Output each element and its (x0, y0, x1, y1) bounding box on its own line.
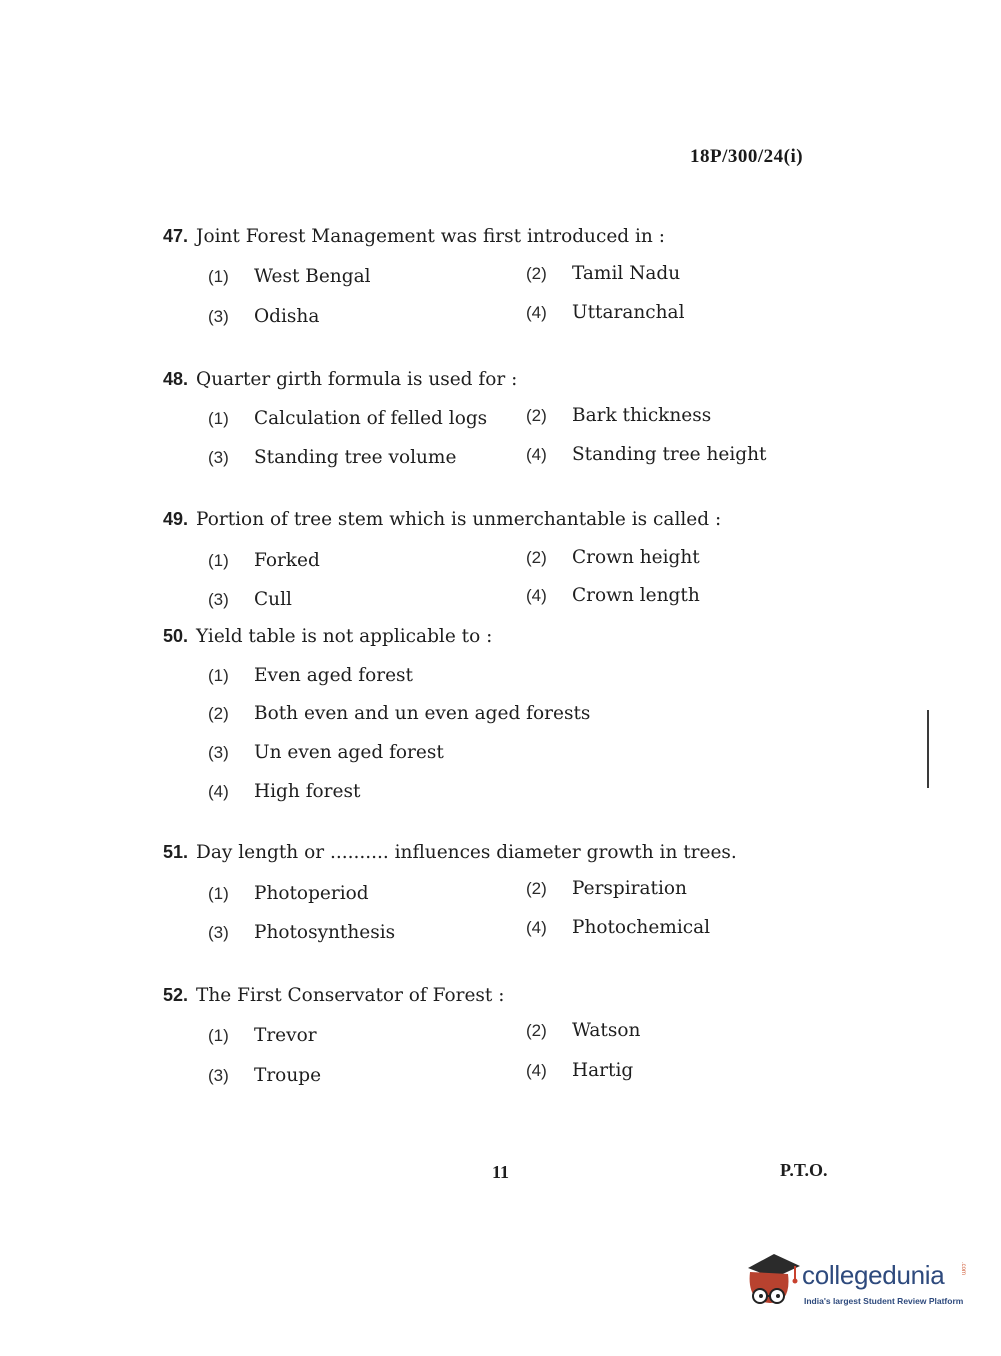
option-3: (3) Troupe (208, 1065, 322, 1086)
option-2: (2) Tamil Nadu (526, 263, 681, 284)
question-number: 50. (163, 626, 189, 646)
option-4: (4) Standing tree height (526, 444, 767, 465)
option-1: (1) Forked (208, 550, 320, 571)
option-2: (2) Crown height (526, 547, 700, 568)
question-number: 49. (163, 509, 189, 529)
option-3: (3) Standing tree volume (208, 447, 457, 468)
collegedunia-logo (742, 1250, 972, 1320)
option-4: (4) Crown length (526, 585, 700, 606)
question-number: 48. (163, 369, 189, 389)
option-1: (1) Photoperiod (208, 883, 369, 904)
option-4: (4) High forest (208, 781, 361, 802)
option-2: (2) Perspiration (526, 878, 687, 899)
question-number: 51. (163, 842, 189, 862)
question-text: The First Conservator of Forest : (196, 985, 505, 1006)
pto-label: P.T.O. (780, 1160, 828, 1180)
option-3: (3) Odisha (208, 306, 320, 327)
question-text: Joint Forest Management was first introduced in : (196, 226, 665, 247)
question-number: 52. (163, 985, 189, 1005)
option-4: (4) Uttaranchal (526, 302, 685, 323)
page-number: 11 (492, 1162, 510, 1182)
logo-tagline: India's largest Student Review Platform (804, 1296, 964, 1306)
option-2: (2) Both even and un even aged forests (208, 703, 591, 724)
option-3: (3) Cull (208, 589, 292, 610)
option-1: (1) Trevor (208, 1025, 317, 1046)
option-2: (2) Watson (526, 1020, 641, 1041)
question-text: Day length or .......... influences diameter growth in trees. (196, 842, 737, 863)
mascot-icon (742, 1250, 800, 1310)
option-4: (4) Hartig (526, 1060, 634, 1081)
paper-code: 18P/300/24(i) (690, 146, 804, 167)
margin-mark (927, 710, 929, 788)
question-text: Yield table is not applicable to : (196, 626, 493, 647)
option-1: (1) Calculation of felled logs (208, 408, 488, 429)
option-3: (3) Photosynthesis (208, 922, 396, 943)
question-text: Quarter girth formula is used for : (196, 369, 518, 390)
question-number: 47. (163, 226, 189, 246)
option-4: (4) Photochemical (526, 917, 711, 938)
option-3: (3) Un even aged forest (208, 742, 444, 763)
option-1: (1) West Bengal (208, 266, 371, 287)
logo-wordmark: collegedunia (802, 1260, 945, 1290)
question-text: Portion of tree stem which is unmerchantable is called : (196, 509, 722, 530)
option-1: (1) Even aged forest (208, 665, 413, 686)
logo-suffix: .com (960, 1262, 966, 1276)
option-2: (2) Bark thickness (526, 405, 712, 426)
